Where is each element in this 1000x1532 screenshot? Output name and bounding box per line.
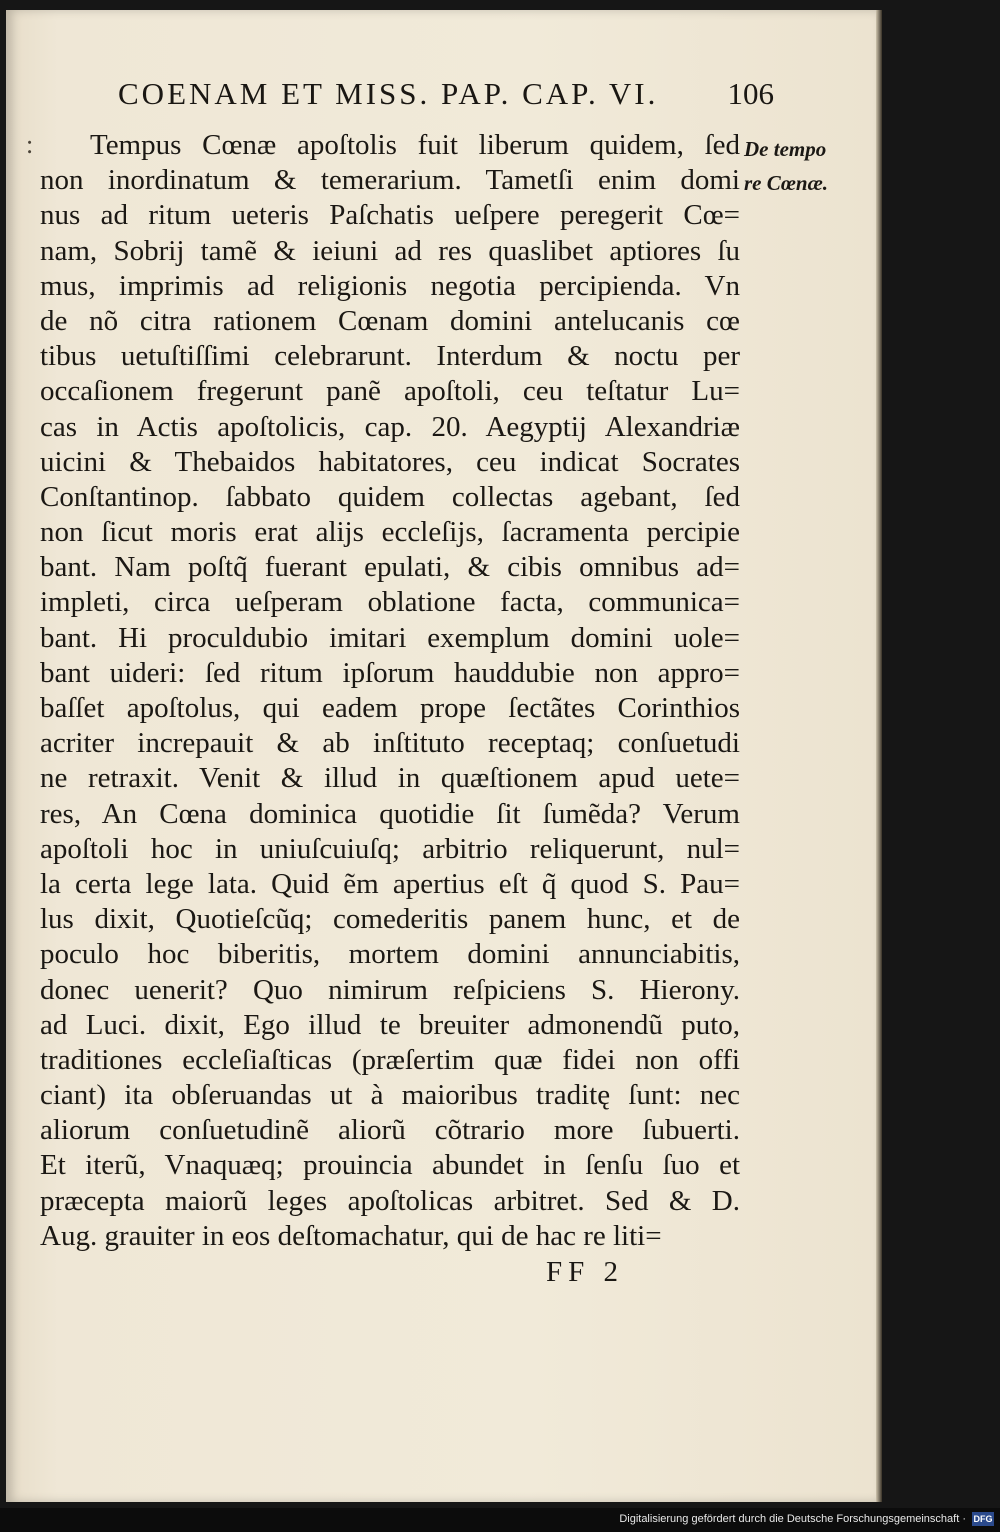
folio-number: 106 <box>727 76 774 111</box>
text-line: tibus uetuſtiſſimi celebrarunt. Interdum & noctu per <box>40 340 740 373</box>
marginal-note <box>744 132 844 200</box>
running-title: COENAM ET MISS. PAP. CAP. VI. <box>118 76 659 111</box>
text-line: traditiones eccleſiaſticas (præſertim quæ fidei non offi <box>40 1043 740 1076</box>
text-line: nus ad ritum ueteris Paſchatis ueſpere peregerit Cœ= <box>40 199 740 232</box>
text-line: uicini & Thebaidos habitatores, ceu indicat Socrates <box>40 445 740 478</box>
text-line: donec uenerit? Quo nimirum reſpiciens S. Hierony. <box>40 973 740 1006</box>
text-line: Et iterũ, Vnaquæq; prouincia abundet in ſenſu ſuo et <box>40 1149 740 1182</box>
running-header <box>118 76 778 116</box>
dfg-logo: DFG <box>973 1514 993 1524</box>
paragraph-mark: : <box>26 130 34 159</box>
text-line: lus dixit, Quotieſcũq; comederitis panem hunc, et de <box>40 903 740 936</box>
signature-mark: FF 2 <box>546 1256 625 1288</box>
footer-bar <box>0 1508 1000 1532</box>
text-line: ciant) ita obſeruandas ut à maioribus traditę ſunt: nec <box>40 1079 740 1112</box>
text-line: poculo hoc biberitis, mortem domini annunciabitis, <box>40 938 740 971</box>
text-line: Conſtantinop. ſabbato quidem collectas agebant, ſed <box>40 480 740 513</box>
text-line: impleti, circa ueſperam oblatione facta, communica= <box>40 586 740 619</box>
body-text <box>40 128 740 1254</box>
text-line: la certa lege lata. Quid ẽm apertius eſt q̃ quod S. Pau= <box>40 867 740 900</box>
text-line: bant uideri: ſed ritum ipſorum hauddubie non appro= <box>40 656 740 689</box>
text-line: de nõ citra rationem Cœnam domini antelucanis cœ <box>40 304 740 337</box>
text-line: apoſtoli hoc in uniuſcuiuſq; arbitrio reliquerunt, nul= <box>40 832 740 865</box>
text-line: bant. Nam poſtq̃ fuerant epulati, & cibis omnibus ad= <box>40 551 740 584</box>
text-line: baſſet apoſtolus, qui eadem prope ſectãtes Corinthios <box>40 692 740 724</box>
text-line: occaſionem fregerunt panẽ apoſtoli, ceu teſtatur Lu= <box>40 375 740 408</box>
text-line: Tempus Cœnæ apoſtolis fuit liberum quidem, ſed <box>90 129 740 161</box>
text-line: Aug. grauiter in eos deſtomachatur, qui de hac re liti= <box>40 1219 662 1252</box>
text-line: ne retraxit. Venit & illud in quæſtionem apud uete= <box>40 762 740 795</box>
text-line: acriter increpauit & ab inſtituto receptaq; conſuetudi <box>40 727 740 760</box>
text-line: bant. Hi proculdubio imitari exemplum domini uole= <box>40 621 740 654</box>
text-line: nam, Sobrij tamẽ & ieiuni ad res quaslibet aptiores ſu <box>40 234 740 267</box>
text-line: res, An Cœna dominica quotidie ſit ſumẽda? Verum <box>40 797 740 830</box>
marginal-note-line: De tempo <box>744 137 827 161</box>
page-edge <box>876 10 882 1502</box>
funding-credit: Digitalisierung gefördert durch die Deutsche Forschungsgemeinschaft · <box>619 1513 966 1525</box>
text-line: non inordinatum & temerarium. Tametſi enim domi <box>40 164 740 197</box>
text-line: aliorum conſuetudinẽ aliorũ cõtrario more ſubuerti. <box>40 1114 740 1147</box>
text-line: cas in Actis apoſtolicis, cap. 20. Aegyptij Alexandriæ <box>40 410 740 443</box>
marginal-note-line: re Cœnæ. <box>744 171 829 195</box>
text-line: mus, imprimis ad religionis negotia percipienda. Vn <box>40 269 740 302</box>
text-line: ad Luci. dixit, Ego illud te breuiter admonendũ puto, <box>40 1008 740 1041</box>
text-line: non ſicut moris erat alijs eccleſijs, ſacramenta percipie <box>40 516 740 549</box>
text-line: præcepta maiorũ leges apoſtolicas arbitret. Sed & D. <box>40 1184 740 1217</box>
